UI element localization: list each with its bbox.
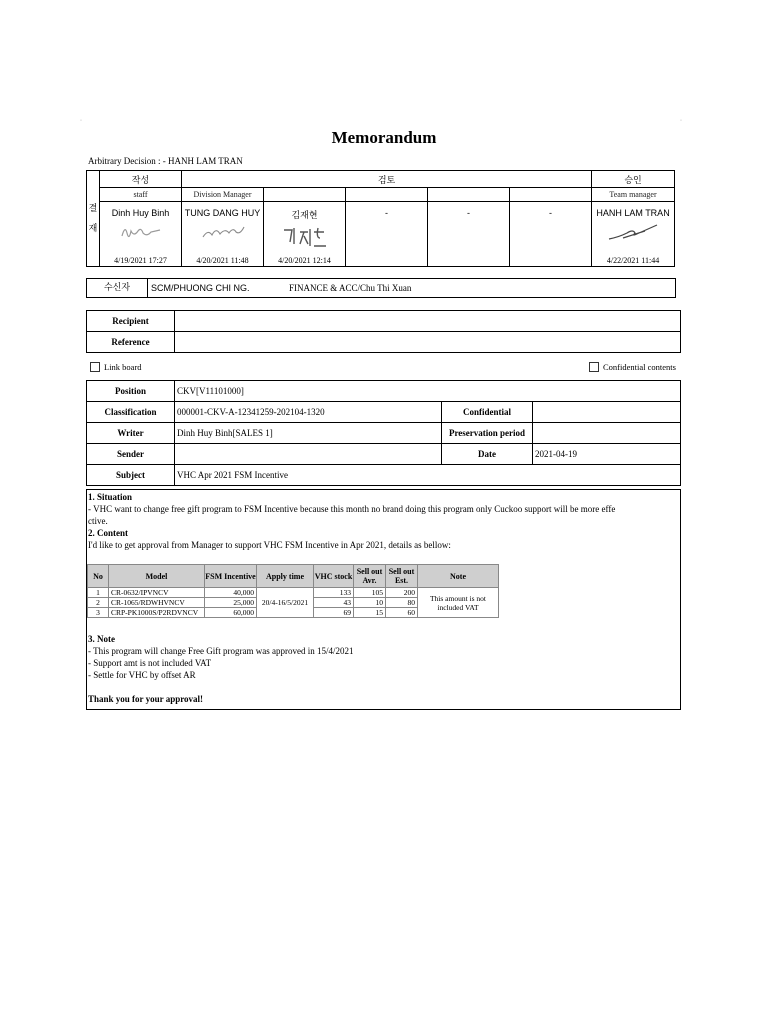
cell-avr: 10 <box>354 598 386 608</box>
situation-heading: 1. Situation <box>88 492 133 502</box>
side-label-1: 결 <box>88 203 98 214</box>
classification-label: Classification <box>87 402 175 423</box>
receiver-label: 수신자 <box>87 279 148 297</box>
cell-est: 60 <box>386 608 418 618</box>
signer-name: 김재현 <box>291 211 318 221</box>
signer-cell <box>264 202 346 267</box>
side-label-2: 재 <box>88 223 98 234</box>
situation-line-2: ctive. <box>88 516 108 526</box>
signer-date: 4/19/2021 17:27 <box>114 256 167 265</box>
cell-fsm: 25,000 <box>205 598 257 608</box>
link-board-checkbox[interactable] <box>90 362 142 372</box>
info-table <box>86 380 681 486</box>
incentive-table <box>87 564 499 618</box>
signer-date: 4/22/2021 11:44 <box>606 256 660 265</box>
role-team-manager: Team manager <box>592 188 675 202</box>
cell-avr: 105 <box>354 588 386 598</box>
cell-avr: 15 <box>354 608 386 618</box>
corner-mark-left: ˘ <box>80 120 82 126</box>
receiver-value-2: FINANCE & ACC/Chu Thi Xuan <box>289 283 412 293</box>
role-staff: staff <box>100 188 182 202</box>
writer-value: Dinh Huy Binh[SALES 1] <box>175 423 442 444</box>
col-header: Note <box>418 565 499 588</box>
cell-model: CR-0632/IPVNCV <box>109 588 205 598</box>
signer-date: 4/20/2021 11:48 <box>196 256 249 265</box>
signer-cell <box>510 202 592 267</box>
cell-est: 80 <box>386 598 418 608</box>
receiver-value-1: SCM/PHUONG CHI NG. <box>151 283 250 293</box>
signer-cell <box>100 202 182 267</box>
note-line: - Support amt is not included VAT <box>88 658 212 668</box>
cell-apply-time: 20/4-16/5/2021 <box>257 588 314 618</box>
role-empty <box>264 188 346 202</box>
cell-stock: 133 <box>314 588 354 598</box>
cell-no: 3 <box>88 608 109 618</box>
approval-table <box>86 170 675 267</box>
checkbox-icon[interactable] <box>589 362 599 372</box>
signature-icon <box>605 221 661 243</box>
page-title: Memorandum <box>331 128 437 147</box>
corner-mark-right: ˘ <box>680 120 682 126</box>
classification-value: 000001-CKV-A-12341259-202104-1320 <box>175 402 442 423</box>
writer-label: Writer <box>87 423 175 444</box>
header-review: 검토 <box>182 171 592 188</box>
preservation-label: Preservation period <box>442 423 533 444</box>
col-header: No <box>88 565 109 588</box>
cell-model: CR-1065/RDWHVNCV <box>109 598 205 608</box>
col-header: FSM Incentive <box>205 565 257 588</box>
checkbox-icon[interactable] <box>90 362 100 372</box>
position-value: CKV[V11101000] <box>175 381 681 402</box>
cell-no: 2 <box>88 598 109 608</box>
col-header: Model <box>109 565 205 588</box>
col-header: Sell out Avr. <box>354 565 386 588</box>
signer-name: - <box>467 208 470 218</box>
signer-date: 4/20/2021 12:14 <box>278 256 331 265</box>
subject-label: Subject <box>87 465 175 486</box>
role-empty <box>428 188 510 202</box>
situation-line-1: - VHC want to change free gift program to FSM Incentive because this month no brand doing this program only Cuckoo support will be more effe <box>88 504 616 514</box>
signer-cell <box>592 202 675 267</box>
position-label: Position <box>87 381 175 402</box>
reference-label: Reference <box>87 332 175 353</box>
date-value: 2021-04-19 <box>533 444 681 465</box>
signer-name: Dinh Huy Binh <box>111 208 170 218</box>
thanks-line: Thank you for your approval! <box>88 694 204 704</box>
signer-name: TUNG DANG HUY <box>184 208 261 218</box>
signature-icon <box>198 221 248 243</box>
cell-fsm: 60,000 <box>205 608 257 618</box>
note-heading: 3. Note <box>88 634 115 644</box>
signer-name: - <box>385 208 388 218</box>
arbitrary-decision: Arbitrary Decision : - HANH LAM TRAN <box>88 156 243 166</box>
confidential-value <box>533 402 681 423</box>
role-empty <box>510 188 592 202</box>
col-header: Sell out Est. <box>386 565 418 588</box>
recipient-reference-table <box>86 310 681 353</box>
recipient-value <box>175 311 681 332</box>
cell-stock: 43 <box>314 598 354 608</box>
cell-est: 200 <box>386 588 418 598</box>
header-approve: 승인 <box>592 171 675 188</box>
content-heading: 2. Content <box>88 528 128 538</box>
subject-value: VHC Apr 2021 FSM Incentive <box>175 465 681 486</box>
link-board-label: Link board <box>104 362 142 372</box>
table-row <box>88 588 499 598</box>
signature-icon <box>280 224 330 250</box>
sender-value <box>175 444 442 465</box>
cell-note: This amount is not included VAT <box>418 588 499 618</box>
approval-side-label <box>87 171 100 267</box>
signer-name: - <box>549 208 553 218</box>
confidential-contents-label: Confidential contents <box>603 362 676 372</box>
header-write: 작성 <box>100 171 182 188</box>
signer-cell <box>428 202 510 267</box>
role-empty <box>346 188 428 202</box>
preservation-value <box>533 423 681 444</box>
col-header: Apply time <box>257 565 314 588</box>
role-division-manager: Division Manager <box>182 188 264 202</box>
content-line: I'd like to get approval from Manager to support VHC FSM Incentive in Apr 2021, details as bellow: <box>88 540 451 550</box>
note-line: - This program will change Free Gift program was approved in 15/4/2021 <box>88 646 354 656</box>
signer-cell <box>182 202 264 267</box>
signer-name: HANH LAM TRAN <box>596 208 670 218</box>
sender-label: Sender <box>87 444 175 465</box>
confidential-contents-checkbox[interactable] <box>589 362 676 372</box>
note-line: - Settle for VHC by offset AR <box>88 670 196 680</box>
reference-value <box>175 332 681 353</box>
col-header: VHC stock <box>314 565 354 588</box>
cell-stock: 69 <box>314 608 354 618</box>
signature-icon <box>118 221 164 243</box>
signer-cell <box>346 202 428 267</box>
receiver-row <box>86 278 676 298</box>
cell-no: 1 <box>88 588 109 598</box>
cell-model: CRP-PK1000S/P2RDVNCV <box>109 608 205 618</box>
cell-fsm: 40,000 <box>205 588 257 598</box>
date-label: Date <box>442 444 533 465</box>
recipient-label: Recipient <box>87 311 175 332</box>
confidential-label: Confidential <box>442 402 533 423</box>
